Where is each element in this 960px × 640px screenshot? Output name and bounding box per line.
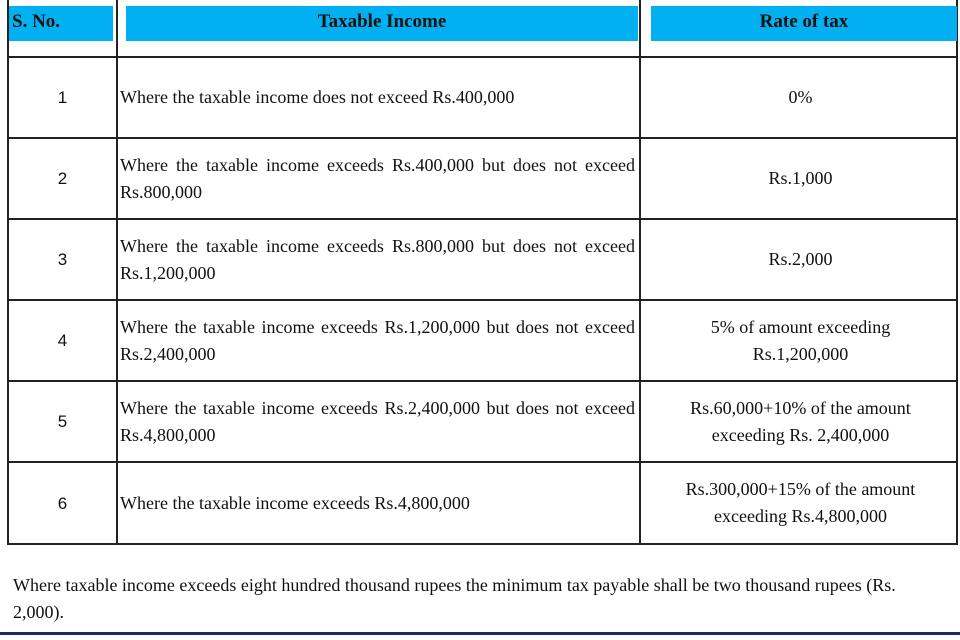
row-1-rate: 0% — [788, 87, 813, 107]
row-2-rate: Rs.1,000 — [768, 168, 833, 188]
row-5-rate: Rs.60,000+10% of the amount exceeding Rs. 2,400,000 — [690, 397, 911, 445]
row-5-income: Where the taxable income exceeds Rs.2,400,000 but does not exceed Rs.4,800,000 — [120, 397, 635, 445]
row-6-sno: 6 — [57, 493, 68, 513]
tax-rate-table — [7, 0, 958, 545]
row-2-sno: 2 — [57, 169, 68, 188]
row-3-sno: 3 — [57, 250, 68, 269]
row-3-income: Where the taxable income exceeds Rs.800,000 but does not exceed Rs.1,200,000 — [120, 235, 635, 283]
row-6-income: Where the taxable income exceeds Rs.4,800,000 — [120, 492, 470, 513]
row-4-sno: 4 — [57, 331, 68, 350]
row-6-rate: Rs.300,000+15% of the amount exceeding Rs.4,800,000 — [685, 479, 916, 526]
header-taxable-income: Taxable Income — [126, 6, 638, 41]
row-1-sno: 1 — [57, 88, 68, 107]
row-3-rate: Rs.2,000 — [768, 249, 833, 269]
row-2-income: Where the taxable income exceeds Rs.400,000 but does not exceed Rs.800,000 — [120, 154, 635, 202]
bottom-rule — [0, 632, 960, 635]
minimum-tax-note: Where taxable income exceeds eight hundred thousand rupees the minimum tax payable shall be two thousand rupees (Rs. 2,000). — [13, 575, 896, 622]
row-5-sno: 5 — [57, 412, 68, 431]
row-1-income: Where the taxable income does not exceed Rs.400,000 — [120, 87, 515, 107]
row-4-income: Where the taxable income exceeds Rs.1,200,000 but does not exceed Rs.2,400,000 — [120, 316, 635, 364]
header-rate-of-tax: Rate of tax — [651, 6, 957, 41]
row-4-rate: 5% of amount exceeding Rs.1,200,000 — [710, 316, 891, 364]
header-sno: S. No. — [9, 6, 113, 41]
